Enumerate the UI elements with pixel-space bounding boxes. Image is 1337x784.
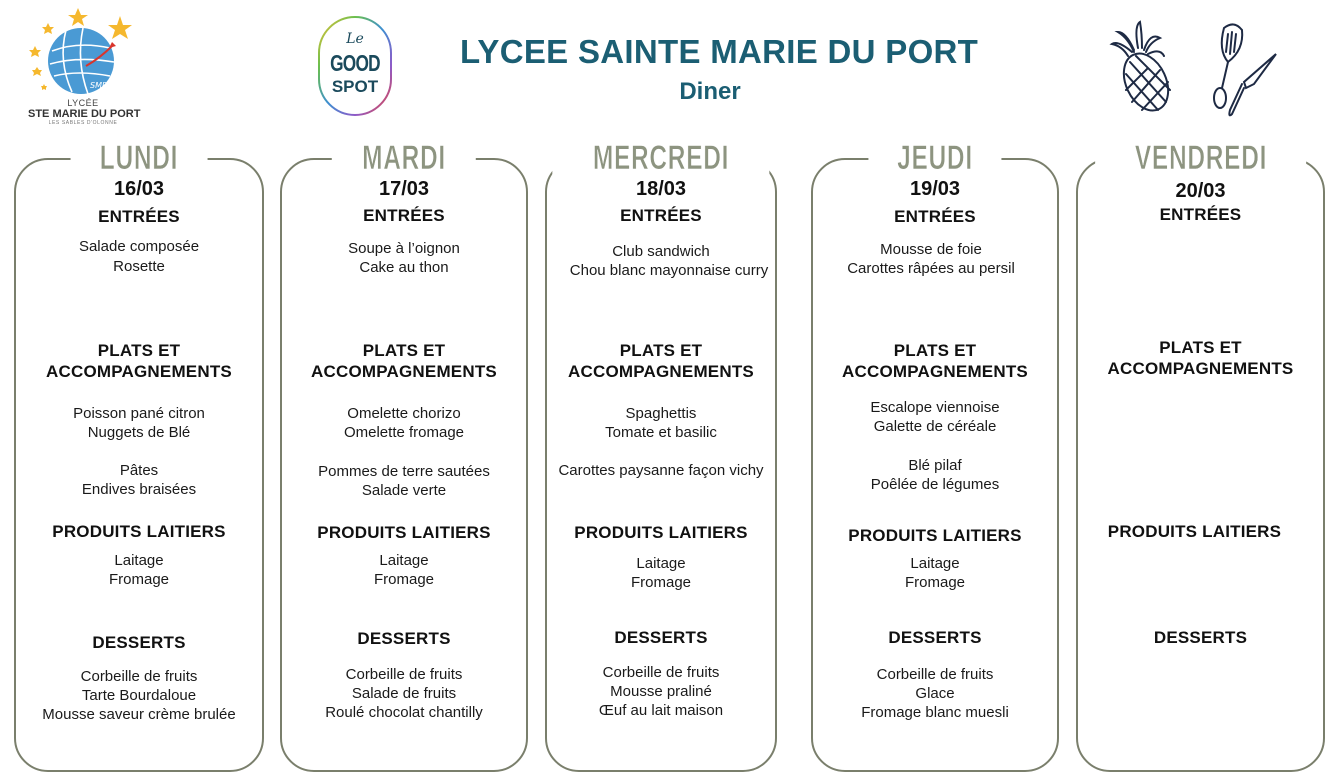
day-column-lundi bbox=[14, 139, 264, 772]
day-name: MERCREDI bbox=[592, 139, 730, 177]
school-logo bbox=[28, 6, 141, 126]
star-icon bbox=[68, 8, 88, 26]
laitier-item: Laitage bbox=[910, 555, 960, 572]
section-laitiers: PRODUITS LAITIERS bbox=[52, 522, 226, 541]
day-name: VENDREDI bbox=[1134, 139, 1267, 177]
good-spot-spot: SPOT bbox=[331, 77, 379, 96]
day-column-vendredi bbox=[1076, 139, 1325, 772]
accompagnement-item: Salade verte bbox=[361, 482, 447, 499]
accompagnement-item: Pommes de terre sautées bbox=[318, 463, 490, 480]
entree-item: Chou blanc mayonnaise curry bbox=[569, 262, 769, 279]
dessert-item: Corbeille de fruits bbox=[80, 668, 198, 685]
day-name: JEUDI bbox=[897, 139, 973, 177]
entree-item: Rosette bbox=[113, 258, 165, 275]
star-icon bbox=[108, 16, 132, 39]
section-plats-line1: PLATS ET bbox=[893, 341, 977, 360]
page-subtitle: Diner bbox=[679, 78, 741, 105]
section-desserts: DESSERTS bbox=[888, 628, 982, 647]
plat-item: Spaghettis bbox=[625, 405, 697, 422]
section-entrees: ENTRÉES bbox=[363, 206, 445, 225]
plat-item: Galette de céréale bbox=[873, 418, 997, 435]
day-date: 18/03 bbox=[635, 178, 687, 200]
laitier-item: Laitage bbox=[379, 552, 429, 569]
accompagnement-item: Endives braisées bbox=[81, 481, 197, 498]
school-logo-line2: STE MARIE DU PORT bbox=[28, 108, 141, 120]
star-icon bbox=[29, 46, 41, 57]
knife-icon bbox=[1224, 10, 1304, 120]
section-plats-line1: PLATS ET bbox=[619, 341, 703, 360]
laitier-item: Fromage bbox=[108, 571, 170, 588]
dessert-item: Corbeille de fruits bbox=[876, 666, 994, 683]
section-desserts: DESSERTS bbox=[357, 629, 451, 648]
dessert-item: Mousse saveur crème brulée bbox=[42, 706, 236, 723]
laitier-item: Laitage bbox=[636, 555, 686, 572]
section-plats-line2: ACCOMPAGNEMENTS bbox=[46, 362, 232, 381]
entree-item: Club sandwich bbox=[612, 243, 710, 260]
entree-item: Carottes râpées au persil bbox=[847, 260, 1015, 277]
star-icon bbox=[32, 67, 42, 76]
dessert-item: Corbeille de fruits bbox=[602, 664, 720, 681]
section-plats-line1: PLATS ET bbox=[1159, 338, 1242, 357]
plat-item: Omelette fromage bbox=[343, 424, 465, 441]
good-spot-logo bbox=[317, 15, 393, 117]
section-entrees: ENTRÉES bbox=[98, 207, 180, 226]
section-desserts: DESSERTS bbox=[614, 628, 708, 647]
school-logo-line1: LYCÉE bbox=[67, 98, 99, 108]
section-laitiers: PRODUITS LAITIERS bbox=[574, 523, 748, 542]
entree-item: Cake au thon bbox=[359, 259, 449, 276]
plat-item: Tomate et basilic bbox=[605, 424, 717, 441]
accompagnement-item: Pâtes bbox=[119, 462, 159, 479]
section-entrees: ENTRÉES bbox=[894, 207, 976, 226]
entree-item: Mousse de foie bbox=[880, 241, 982, 258]
plat-item: Omelette chorizo bbox=[347, 405, 461, 422]
dessert-item: Glace bbox=[915, 685, 955, 702]
day-column-mardi bbox=[280, 139, 528, 772]
good-spot-le: Le bbox=[346, 31, 364, 47]
page-title: LYCEE SAINTE MARIE DU PORT bbox=[460, 33, 979, 70]
section-plats-line2: ACCOMPAGNEMENTS bbox=[1107, 359, 1294, 378]
laitier-item: Fromage bbox=[630, 574, 692, 591]
section-entrees: ENTRÉES bbox=[1159, 205, 1242, 224]
school-logo-line3: LES SABLES D'OLONNE bbox=[48, 120, 118, 126]
dessert-item: Fromage blanc muesli bbox=[861, 704, 1009, 721]
section-laitiers: PRODUITS LAITIERS bbox=[848, 526, 1022, 545]
section-desserts: DESSERTS bbox=[1153, 628, 1248, 647]
plat-item: Poisson pané citron bbox=[73, 405, 205, 422]
dessert-item: Œuf au lait maison bbox=[598, 702, 724, 719]
dessert-item: Roulé chocolat chantilly bbox=[325, 704, 483, 721]
day-date: 19/03 bbox=[909, 178, 961, 200]
day-date: 17/03 bbox=[378, 178, 430, 200]
accompagnement-item: Blé pilaf bbox=[908, 457, 962, 474]
day-date: 16/03 bbox=[113, 178, 165, 200]
entree-item: Soupe à l’oignon bbox=[348, 240, 460, 257]
school-globe-icon bbox=[28, 6, 138, 98]
kitchen-illustration bbox=[1104, 10, 1284, 120]
dessert-item: Mousse praliné bbox=[610, 683, 712, 700]
day-name: MARDI bbox=[362, 139, 446, 177]
laitier-item: Laitage bbox=[114, 552, 164, 569]
dessert-item: Corbeille de fruits bbox=[345, 666, 463, 683]
accompagnement-item: Poêlée de légumes bbox=[870, 476, 1000, 493]
entree-item: Salade composée bbox=[78, 238, 200, 255]
plat-item: Nuggets de Blé bbox=[87, 424, 191, 441]
section-laitiers: PRODUITS LAITIERS bbox=[317, 523, 491, 542]
dessert-item: Tarte Bourdaloue bbox=[81, 687, 197, 704]
day-column-jeudi bbox=[811, 139, 1059, 772]
good-spot-good: GOOD bbox=[330, 50, 380, 76]
day-name: LUNDI bbox=[99, 139, 179, 177]
section-desserts: DESSERTS bbox=[92, 633, 186, 652]
section-plats-line1: PLATS ET bbox=[362, 341, 446, 360]
section-entrees: ENTRÉES bbox=[620, 206, 702, 225]
section-laitiers: PRODUITS LAITIERS bbox=[1107, 522, 1282, 541]
laitier-item: Fromage bbox=[373, 571, 435, 588]
section-plats-line2: ACCOMPAGNEMENTS bbox=[568, 362, 754, 381]
section-plats-line1: PLATS ET bbox=[97, 341, 181, 360]
svg-text:SMP: SMP bbox=[90, 81, 107, 90]
star-icon bbox=[41, 84, 47, 90]
laitier-item: Fromage bbox=[904, 574, 966, 591]
dessert-item: Salade de fruits bbox=[351, 685, 457, 702]
section-plats-line2: ACCOMPAGNEMENTS bbox=[842, 362, 1028, 381]
section-plats-line2: ACCOMPAGNEMENTS bbox=[311, 362, 497, 381]
star-icon bbox=[42, 23, 54, 34]
day-date: 20/03 bbox=[1175, 180, 1226, 202]
day-column-mercredi bbox=[545, 139, 777, 772]
plat-item: Escalope viennoise bbox=[870, 399, 1000, 416]
accompagnement-item: Carottes paysanne façon vichy bbox=[558, 462, 764, 479]
